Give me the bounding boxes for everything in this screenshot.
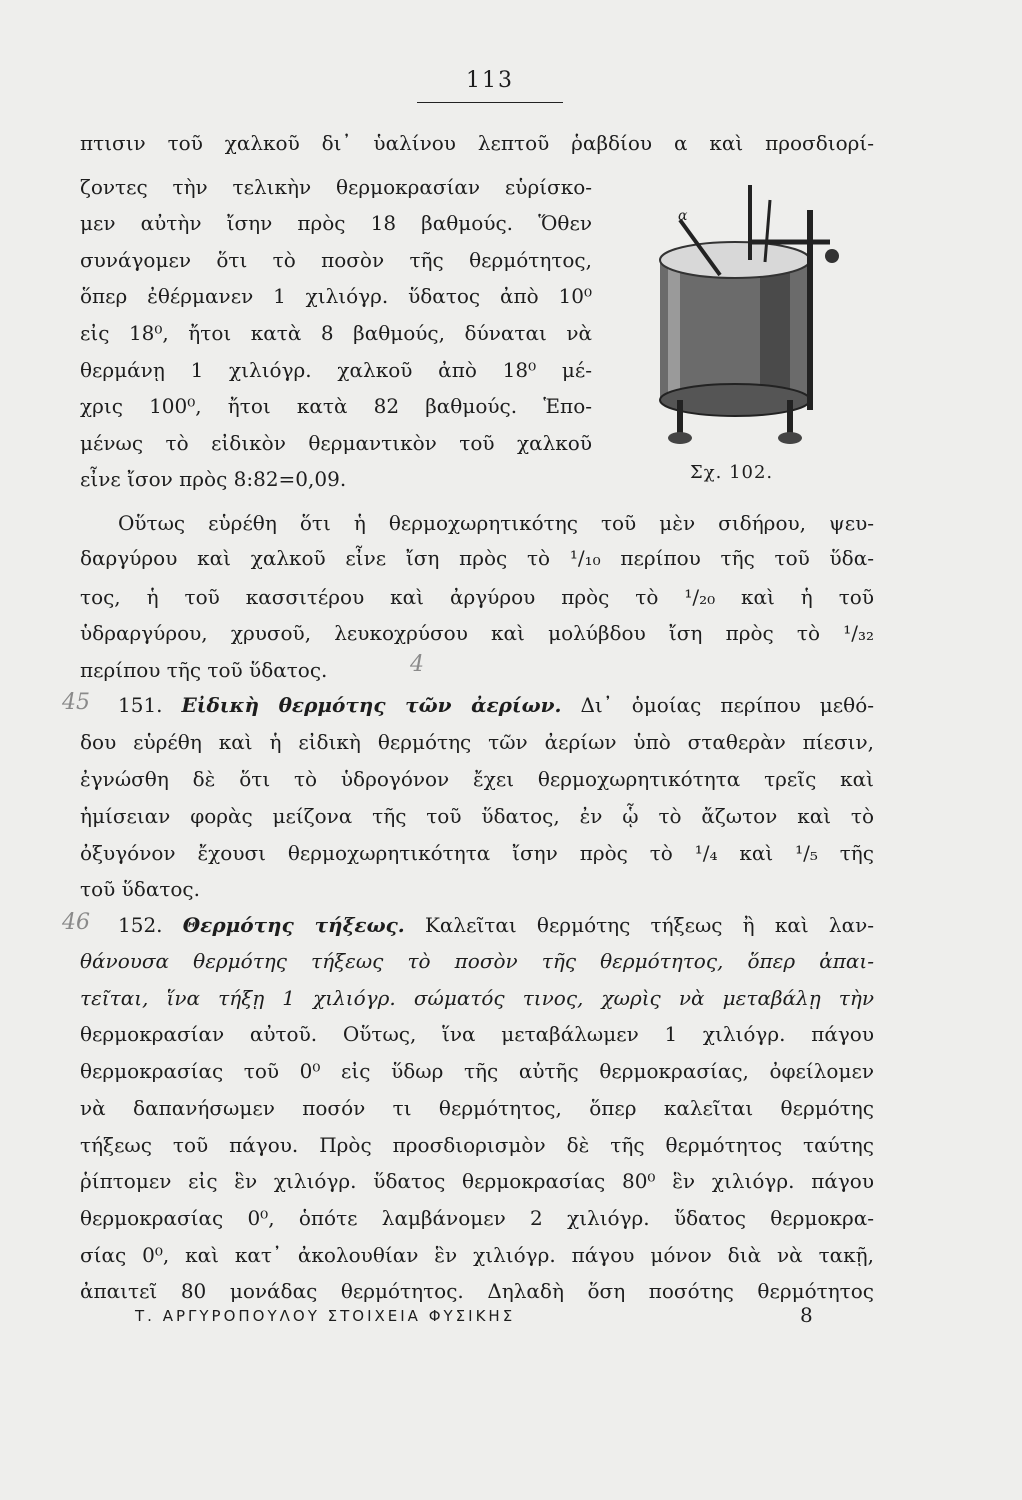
margin-annotation: 4 (410, 652, 424, 677)
text-line: θερμάνῃ 1 χιλιόγρ. χαλκοῦ ἀπὸ 18⁰ μέ- (80, 358, 592, 382)
text-line: περίπου τῆς τοῦ ὕδατος. (80, 658, 328, 682)
text-line: τος, ἡ τοῦ κασσιτέρου καὶ ἀργύρου πρὸς τὸ ¹/₂₀ καὶ ἡ τοῦ (80, 585, 874, 609)
figure-caption: Σχ. 102. (690, 462, 774, 483)
text-line: δαργύρου καὶ χαλκοῦ εἶνε ἴση πρὸς τὸ ¹/₁₀ περίπου τῆς τοῦ ὕδα- (80, 546, 874, 570)
text-line: θάνουσα θερμότης τήξεως τὸ ποσὸν τῆς θερμότητος, ὅπερ ἀπαι- (80, 949, 874, 973)
signature-mark: 8 (800, 1303, 813, 1327)
text-line: μένως τὸ εἰδικὸν θερμαντικὸν τοῦ χαλκοῦ (80, 431, 592, 455)
text-line: σίας 0⁰, καὶ κατ᾽ ἀκολουθίαν ἓν χιλιόγρ. πάγου μόνον διὰ νὰ τακῇ, (80, 1243, 874, 1267)
text-line: Οὕτως εὑρέθη ὅτι ἡ θερμοχωρητικότης τοῦ μὲν σιδήρου, ψευ- (118, 511, 874, 535)
section-152-heading-line (118, 910, 874, 940)
text-line: τοῦ ὕδατος. (80, 877, 200, 901)
text-line: ἐγνώσθη δὲ ὅτι τὸ ὑδρογόνον ἔχει θερμοχωρητικότητα τρεῖς καὶ (80, 767, 874, 791)
page-number: 113 (466, 68, 514, 93)
section-number: 152. (118, 913, 163, 937)
text-line: ὀξυγόνον ἔχουσι θερμοχωρητικότητα ἴσην πρὸς τὸ ¹/₄ καὶ ¹/₅ τῆς (80, 841, 874, 865)
text-line: ῥίπτομεν εἰς ἓν χιλιόγρ. ὕδατος θερμοκρασίας 80⁰ ἓν χιλιόγρ. πάγου (80, 1169, 874, 1193)
text-line: θερμοκρασίας 0⁰, ὁπότε λαμβάνομεν 2 χιλιόγρ. ὕδατος θερμοκρα- (80, 1206, 874, 1230)
text-line: τήξεως τοῦ πάγου. Πρὸς προσδιορισμὸν δὲ τῆς θερμότητος ταύτης (80, 1133, 874, 1157)
text-line: συνάγομεν ὅτι τὸ ποσὸν τῆς θερμότητος, (80, 248, 592, 272)
section-title: Θερμότης τήξεως. (182, 913, 405, 937)
text-line: πτισιν τοῦ χαλκοῦ δι᾽ ὑαλίνου λεπτοῦ ῥαβδίου α καὶ προσδιορί- (80, 131, 874, 155)
text-line: θερμοκρασίας τοῦ 0⁰ εἰς ὕδωρ τῆς αὐτῆς θερμοκρασίας, ὀφείλομεν (80, 1059, 874, 1083)
text-line: μεν αὐτὴν ἴσην πρὸς 18 βαθμούς. Ὅθεν (80, 211, 592, 235)
margin-annotation: 45 (62, 690, 90, 715)
text-line: θερμοκρασίαν αὐτοῦ. Οὕτως, ἵνα μεταβάλωμεν 1 χιλιόγρ. πάγου (80, 1022, 874, 1046)
text-line: εἶνε ἴσον πρὸς 8:82=0,09. (80, 467, 347, 491)
margin-annotation: 46 (62, 910, 90, 935)
section-text: Καλεῖται θερμότης τήξεως ἢ καὶ λαν- (424, 913, 875, 937)
text-line: ὑδραργύρου, χρυσοῦ, λευκοχρύσου καὶ μολύβδου ἴση πρὸς τὸ ¹/₃₂ (80, 621, 874, 645)
section-151-heading-line (118, 690, 874, 720)
section-number: 151. (118, 693, 163, 717)
section-title: Εἰδικὴ θερμότης τῶν ἀερίων. (181, 693, 562, 717)
text-line: νὰ δαπανήσωμεν ποσόν τι θερμότητος, ὅπερ καλεῖται θερμότης (80, 1096, 874, 1120)
figure-label-a: α (678, 208, 688, 224)
header-rule (417, 102, 563, 103)
calorimeter-figure (640, 180, 850, 450)
section-text: Δι᾽ ὁμοίας περίπου μεθό- (580, 693, 874, 717)
text-line: ζοντες τὴν τελικὴν θερμοκρασίαν εὑρίσκο- (80, 175, 592, 199)
text-line: ἡμίσειαν φορὰς μείζονα τῆς τοῦ ὕδατος, ἐν ᾧ τὸ ἄζωτον καὶ τὸ (80, 804, 874, 828)
text-line: δου εὑρέθη καὶ ἡ εἰδικὴ θερμότης τῶν ἀερίων ὑπὸ σταθερὰν πίεσιν, (80, 730, 874, 754)
text-line: ὅπερ ἐθέρμανεν 1 χιλιόγρ. ὕδατος ἀπὸ 10⁰ (80, 284, 592, 308)
page-footer: Τ. ΑΡΓΥΡΟΠΟΥΛΟΥ ΣΤΟΙΧΕΙΑ ΦΥΣΙΚΗΣ (135, 1307, 516, 1325)
text-line: τεῖται, ἵνα τήξῃ 1 χιλιόγρ. σώματός τινος, χωρὶς νὰ μεταβάλῃ τὴν (80, 986, 874, 1010)
text-line: εἰς 18⁰, ἤτοι κατὰ 8 βαθμούς, δύναται νὰ (80, 321, 592, 345)
text-line: χρις 100⁰, ἤτοι κατὰ 82 βαθμούς. Ἑπο- (80, 394, 592, 418)
text-line: ἀπαιτεῖ 80 μονάδας θερμότητος. Δηλαδὴ ὅση ποσότης θερμότητος (80, 1279, 874, 1303)
